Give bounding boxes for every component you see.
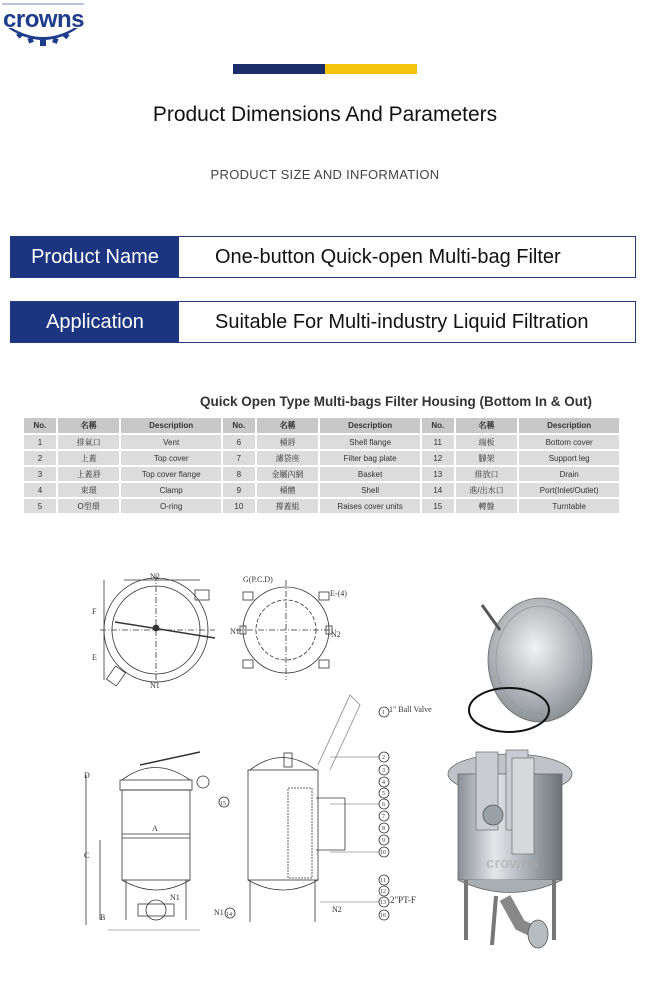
b-label: B (100, 913, 106, 922)
table-row (24, 467, 619, 481)
column-header: Description (121, 418, 221, 433)
table-cell: 8 (223, 467, 255, 481)
table-cell: 撐蓋組 (257, 499, 319, 513)
product-name-value: One-button Quick-open Multi-bag Filter (215, 245, 561, 268)
callout-2: 2 (382, 755, 385, 761)
table-cell: Support leg (519, 451, 619, 465)
callout-7: 7 (382, 814, 385, 820)
callout-15: 15 (220, 801, 226, 807)
ball-valve-label: 1" Ball Valve (389, 705, 432, 714)
table-cell: 排放口 (456, 467, 518, 481)
table-cell: 桶體 (257, 483, 319, 497)
table-cell: 端板 (456, 435, 518, 449)
column-header: No. (422, 418, 454, 433)
table-cell: 3 (24, 467, 56, 481)
flange-n1-label: N1 (230, 627, 240, 636)
table-cell: 濾袋座 (257, 451, 319, 465)
callout-5: 5 (382, 791, 385, 797)
column-header: No. (24, 418, 56, 433)
product-render (448, 598, 592, 948)
table-cell: 13 (422, 467, 454, 481)
table-cell: Port(Inlet/Outlet) (519, 483, 619, 497)
section-view (214, 695, 432, 922)
front-view (84, 752, 229, 930)
table-cell: 束環 (58, 483, 120, 497)
callout-10: 10 (380, 850, 386, 856)
table-cell: Shell flange (320, 435, 420, 449)
parts-table-header-row (24, 418, 619, 433)
watermark: crowns (486, 855, 539, 872)
table-cell: 進/出水口 (456, 483, 518, 497)
callout-6: 6 (382, 802, 385, 808)
d-label: D (84, 771, 90, 780)
table-cell: Drain (519, 467, 619, 481)
table-cell: Filter bag plate (320, 451, 420, 465)
table-cell: 10 (223, 499, 255, 513)
table-cell: 14 (422, 483, 454, 497)
section-n2-label: N2 (332, 905, 342, 914)
table-cell: Turntable (519, 499, 619, 513)
table-cell: 9 (223, 483, 255, 497)
table-cell: O-ring (121, 499, 221, 513)
top-view (92, 572, 215, 690)
table-row (24, 451, 619, 465)
accent-bar-gold (325, 64, 417, 74)
table-cell: Shell (320, 483, 420, 497)
product-name-row (10, 236, 636, 278)
table-cell: Raises cover units (320, 499, 420, 513)
table-cell: 2 (24, 451, 56, 465)
table-cell: Top cover flange (121, 467, 221, 481)
table-cell: 金屬內網 (257, 467, 319, 481)
table-cell: 上蓋唇 (58, 467, 120, 481)
table-cell: 15 (422, 499, 454, 513)
table-cell: 上蓋 (58, 451, 120, 465)
column-header: 名稱 (257, 418, 319, 433)
application-row (10, 301, 636, 343)
page-title: Product Dimensions And Parameters (152, 103, 498, 126)
table-cell: 4 (24, 483, 56, 497)
table-cell: 腳架 (456, 451, 518, 465)
column-header: 名稱 (456, 418, 518, 433)
parts-table (22, 416, 621, 515)
f-label: F (92, 607, 97, 616)
product-name-label: Product Name (11, 237, 179, 277)
table-row (24, 435, 619, 449)
table-cell: 7 (223, 451, 255, 465)
application-value: Suitable For Multi-industry Liquid Filtration (215, 310, 589, 333)
section-n1-label: N1 (214, 908, 224, 917)
table-cell: 排氣口 (58, 435, 120, 449)
callout-14: 14 (226, 912, 232, 918)
callout-1: 1 (382, 710, 385, 716)
table-cell: Bottom cover (519, 435, 619, 449)
table-cell: 桶唇 (257, 435, 319, 449)
application-label: Application (11, 302, 179, 342)
table-row (24, 483, 619, 497)
c-label: C (84, 851, 90, 860)
callout-list (320, 707, 389, 920)
table-cell: 轉盤 (456, 499, 518, 513)
page-subtitle: PRODUCT SIZE AND INFORMATION (210, 167, 440, 182)
table-cell: O型環 (58, 499, 120, 513)
column-header: 名稱 (58, 418, 120, 433)
table-cell: Basket (320, 467, 420, 481)
table-cell: Top cover (121, 451, 221, 465)
table-cell: 1 (24, 435, 56, 449)
table-cell: 5 (24, 499, 56, 513)
callout-16: 16 (380, 913, 386, 919)
g-pcd-label: G(P.C.D) (243, 575, 273, 584)
table-row (24, 499, 619, 513)
table-cell: Clamp (121, 483, 221, 497)
e4-label: E-(4) (330, 589, 347, 598)
callout-4: 4 (382, 780, 385, 786)
a-label: A (152, 824, 158, 833)
accent-bar-blue (233, 64, 325, 74)
n2-label: N2 (150, 572, 160, 581)
logo-text: crowns (3, 6, 85, 33)
table-cell: 6 (223, 435, 255, 449)
technical-drawing (0, 560, 650, 981)
flange-view (230, 575, 347, 680)
callout-9: 9 (382, 838, 385, 844)
callout-12: 12 (380, 889, 386, 895)
n1-label: N1 (150, 681, 160, 690)
e-label: E (92, 653, 97, 662)
callout-13: 13 (380, 900, 386, 906)
callout-11: 11 (380, 878, 386, 884)
flange-n2-label: N2 (331, 630, 341, 639)
crowns-logo (0, 0, 86, 50)
column-header: No. (223, 418, 255, 433)
callout-8: 8 (382, 826, 385, 832)
column-header: Description (519, 418, 619, 433)
parts-table-title: Quick Open Type Multi-bags Filter Housing (Bottom In & Out) (200, 394, 592, 409)
callout-3: 3 (382, 768, 385, 774)
drain-label: 2"PT-F (390, 895, 416, 905)
front-n1-label: N1 (170, 893, 180, 902)
table-cell: 12 (422, 451, 454, 465)
column-header: Description (320, 418, 420, 433)
table-cell: 11 (422, 435, 454, 449)
table-cell: Vent (121, 435, 221, 449)
